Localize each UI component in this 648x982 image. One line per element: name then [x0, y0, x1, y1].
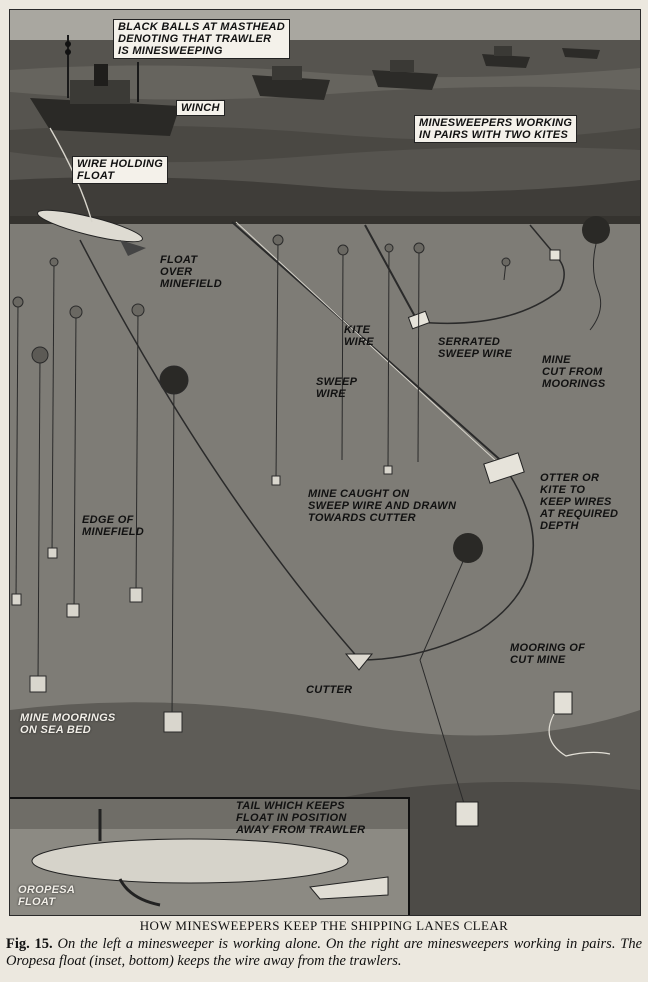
caption-text: On the left a minesweeper is working alone. On the right are minesweepers working in pairs. The Oropesa float (inset, bottom) keeps the wire away from the trawlers.: [6, 936, 643, 969]
oropesa-float: [32, 839, 348, 883]
label-sweep-wire: SWEEP WIRE: [316, 376, 358, 400]
label-winch: WINCH: [176, 100, 225, 116]
label-kite-wire: KITE WIRE: [344, 324, 374, 348]
label-mine-moorings: MINE MOORINGS ON SEA BED: [20, 712, 116, 736]
cut-mine: [582, 216, 610, 244]
figure-number: Fig. 15.: [6, 936, 53, 952]
label-wire-holding-float: WIRE HOLDING FLOAT: [72, 156, 168, 184]
caught-mine-mooring: [456, 802, 478, 826]
label-oropesa-float: OROPESA FLOAT: [18, 884, 76, 908]
label-black-balls: BLACK BALLS AT MASTHEAD DENOTING THAT TRAWLER IS MINESWEEPING: [113, 19, 290, 59]
label-edge-of-minefield: EDGE OF MINEFIELD: [82, 514, 144, 538]
caption-title: HOW MINESWEEPERS KEEP THE SHIPPING LANES CLEAR: [139, 918, 509, 933]
label-serrated-sweep-wire: SERRATED SWEEP WIRE: [438, 336, 513, 360]
kite: [550, 250, 560, 260]
cut-mine-mooring: [554, 692, 572, 714]
minesweeping-illustration: [9, 9, 641, 916]
mast-ball: [65, 49, 71, 55]
sky: [10, 10, 640, 40]
label-cutter: CUTTER: [306, 684, 353, 696]
illustration-drawing: [10, 10, 640, 915]
caught-mine: [453, 533, 483, 563]
label-otter-kite: OTTER OR KITE TO KEEP WIRES AT REQUIRED DEPTH: [540, 472, 619, 532]
caption-body: [6, 936, 642, 970]
label-mine-cut: MINE CUT FROM MOORINGS: [542, 354, 606, 390]
label-tail: TAIL WHICH KEEPS FLOAT IN POSITION AWAY FROM TRAWLER: [236, 800, 366, 836]
mast-ball: [65, 41, 71, 47]
label-mine-caught: MINE CAUGHT ON SWEEP WIRE AND DRAWN TOWARDS CUTTER: [308, 488, 457, 524]
label-mooring-cut-mine: MOORING OF CUT MINE: [510, 642, 586, 666]
label-working-in-pairs: MINESWEEPERS WORKING IN PAIRS WITH TWO KITES: [414, 115, 577, 143]
label-float-over-minefield: FLOAT OVER MINEFIELD: [160, 254, 222, 290]
